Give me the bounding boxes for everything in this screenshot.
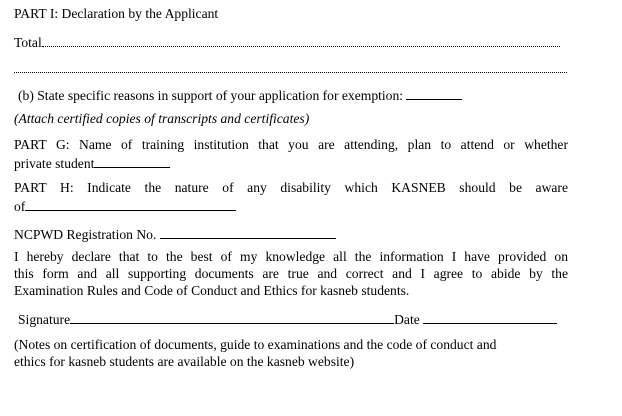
signature-field[interactable] [70,310,394,324]
reasons-field[interactable] [406,86,462,100]
total-label: Total [14,35,42,50]
total-row [14,34,560,51]
signature-row [18,310,557,328]
notes-line2: ethics for kasneb students are available on the kasneb website) [14,354,355,369]
part-g-line2-row [14,154,170,172]
part-g-line1: PART G: Name of training institution that you are attending, plan to attend or whether [14,137,568,152]
ncpwd-field[interactable] [160,225,336,239]
part-h-of: of [14,199,26,214]
declaration-line1: I hereby declare that to the best of my knowledge all the information I have provided on [14,249,568,264]
declaration-line3: Examination Rules and Code of Conduct and Ethics for kasneb students. [14,283,410,298]
reasons-row [18,86,462,104]
ncpwd-row [14,225,336,243]
part-g-private-student: private student [14,156,95,171]
notes-line1: (Notes on certification of documents, guide to examinations and the code of conduct and [14,337,497,352]
date-field[interactable] [423,310,557,324]
part-g-field[interactable] [94,154,170,168]
attach-note: (Attach certified copies of transcripts and certificates) [14,111,310,126]
part-i-heading: PART I: Declaration by the Applicant [14,6,219,21]
ncpwd-label: NCPWD Registration No. [14,227,157,242]
part-h-line2-row [14,197,236,215]
signature-label: Signature [18,312,71,327]
reasons-text: (b) State specific reasons in support of your application for exemption: [18,88,404,103]
part-h-field[interactable] [25,197,236,211]
total-field[interactable] [42,34,560,47]
total-continuation-field[interactable] [14,60,567,73]
date-label: Date [394,312,420,327]
part-h-line1: PART H: Indicate the nature of any disability which KASNEB should be aware [14,180,568,195]
total-continuation-row [14,60,567,77]
declaration-line2: this form and all supporting documents are true and correct and I agree to abide by the [14,266,568,281]
